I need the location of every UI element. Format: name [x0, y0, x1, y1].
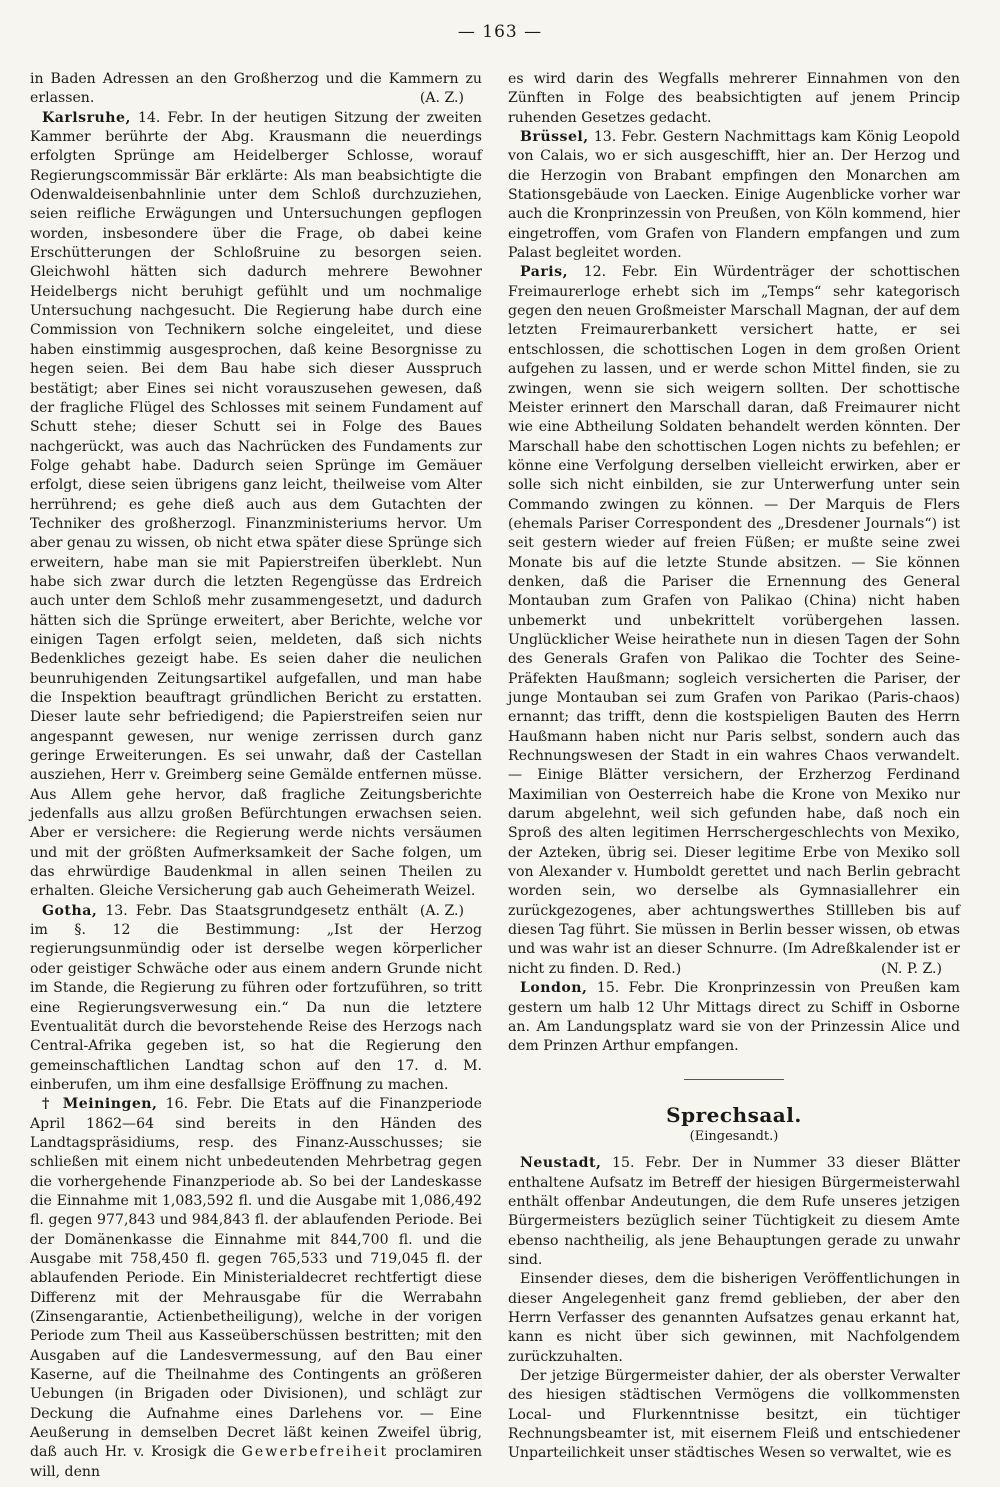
article-london — [508, 979, 960, 1056]
article-paragraph — [508, 1367, 960, 1464]
dateline-place: † Meiningen, — [42, 1096, 158, 1113]
dateline-place: Brüssel, — [520, 129, 589, 146]
article-text: 16. Febr. Die Etats auf die Finanzperiode April 1862—64 sind bereits in den Händen des Landtagspräsidiums, resp. des Finanz-Ausschusses; sie schließen mit einem nicht unbedeutenden Mehrbetrag gegen die vorhergehende Finanzperiode ab. So bei der Landeskasse die Einnahme mit 1,083,592 fl. und die Ausgabe mit 1,086,492 fl. gegen 977,843 und 984,843 fl. der ablaufenden Periode. Bei der Domänenkasse die Einnahme mit 844,700 fl. und die Ausgabe mit 758,450 fl. gegen 765,533 und 719,045 fl. der ablaufenden Periode. Ein Ministerialdecret rechtfertigt diese Differenz mit der Mehrausgabe für die Werrabahn (Zinsengarantie, Actienbetheiligung), welche in der vorigen Periode zum Theil aus Kasseüberschüssen bestritten; mit den Ausgaben auf die Landesvermessung, auf den Bau einer Kaserne, auf die Theilnahme des Contingents an größeren Uebungen (in Brigaden oder Divisionen), und schlägt zur Deckung die Aufnahme eines Darlehens vor. — Eine Aeußerung in demselben Decret läßt keinen Zweifel übrig, daß auch Hr. v. Krosigk die — [30, 1096, 482, 1461]
article-gotha — [30, 902, 482, 1095]
article-text: 15. Febr. Der in Nummer 33 dieser Blätter enthaltene Aufsatz im Betreff der hiesigen Bürgermeisterwahl enthält offenbar Andeutungen, die dem Rufe unseres jetzigen Bürgermeisters bezüglich seiner Tüchtigkeit zu diesem Amte ebenso nachtheilig, als jene Behauptungen gerade zu unwahr sind. — [508, 1155, 960, 1268]
section-divider — [684, 1079, 784, 1080]
article-text: proclamiren will, denn — [30, 1444, 483, 1480]
article-text: 13. Febr. Gestern Nachmittags kam König Leopold von Calais, wo er sich ausgeschifft, hier an. Der Herzog und die Herzogin von Brabant empfingen den Monarchen am Stationsgebäude von Laecken. Einige Augenblicke vorher war auch die Kronprinzessin von Preußen, von Köln kommend, hier eingetroffen, vom Grafen von Flandern empfangen und zum Palast begleitet worden. — [508, 129, 960, 262]
source-tag: (A. Z.) — [419, 902, 464, 919]
section-subtitle: (Eingesandt.) — [689, 1128, 779, 1144]
dateline-place: London, — [520, 980, 588, 997]
article-text: Einsender dieses, dem die bisherigen Veröffentlichungen in dieser Angelegenheit ganz fremd geblieben, der aber den Herrn Verfasser des genannten Aufsatzes genau erkannt hat, kann es nicht über sich gewinnen, mit Nachfolgendem zurückzuhalten. — [508, 1271, 960, 1365]
article-text: 15. Febr. Die Kronprinzessin von Preußen kam gestern um halb 12 Uhr Mittags direct zu Schiff in Osborne an. Am Landungsplatz ward sie von der Prinzessin Alice und dem Prinzen Arthur empfangen. — [508, 980, 960, 1055]
article-meiningen — [30, 1095, 482, 1482]
article-bruessel — [508, 128, 960, 263]
source-tag: (A. Z.) — [419, 90, 464, 107]
dateline-place: Karlsruhe, — [42, 109, 131, 126]
article-continuation — [508, 70, 960, 128]
article-baden-end — [30, 70, 482, 109]
article-paris — [508, 263, 960, 979]
source-tag: (N. P. Z.) — [881, 960, 942, 977]
article-text: 12. Febr. Ein Würdenträger der schottischen Freimaurerloge erhebt sich im „Temps“ sehr kategorisch gegen den neuen Großmeister Marschall Magnan, der auf dem letzten Freimaurerbankett versichert hatte, er sei entschlossen, die schottischen Logen in dem großen Orient aufgehen zu lassen, und er werde schon Mittel finden, sie zu zwingen, wenn sie sich weigern sollten. Der schottische Meister erinnert den Marschall daran, daß Freimaurer nicht wie eine Abtheilung Soldaten behandelt werden könnten. Der Marschall habe den schottischen Logen nichts zu befehlen; er könne eine Verfolgung derselben vielleicht erwirken, aber er solle sich nicht einbilden, sie zur Unterwerfung unter sein Commando zwingen zu können. — Der Marquis de Flers (ehemals Pariser Correspondent des „Dresdener Journals“) ist seit gestern wieder auf freien Füßen; er mußte seine zwei Monate bis auf die letzte Stunde absitzen. — Sie können denken, daß die Pariser die Ernennung des General Montauban zum Grafen von Palikao (China) nicht haben unbemerkt und unbekrittelt vorübergehen lassen. Unglücklicher Weise heirathete nun in diesen Tagen der Sohn des Generals Grafen von Palikao die Tochter des Seine-Präfekten Haußmann; sogleich versicherten die Pariser, der junge Montauban sei zum Grafen von Parikao (Paris-chaos) ernannt; das trifft, denn die kostspieligen Bauten des Herrn Haußmann haben nicht nur Paris selbst, sondern auch das Rechnungswesen der Stadt in ein wahres Chaos verwandelt. — Einige Blätter versichern, der Erzherzog Ferdinand Maximilian von Oesterreich habe die Krone von Mexiko nur darum abgelehnt, weil sich gefunden habe, daß noch ein Sproß des alten legitimen Herrschergeschlechts von Mexiko, der Azteken, übrig sei. Dieser legitime Erbe von Mexiko soll von Alexander v. Humboldt gerettet und nach Berlin gebracht worden sein, wo derselbe als Gymnasiallehrer ein zurückgezogenes, aber achtungswerthes Stillleben bis auf diesen Tag führt. Sie müssen in Berlin besser wissen, ob etwas und was wahr ist an dieser Schnurre. (Im Adreßkalender ist er nicht zu finden. D. Red.) — [508, 264, 960, 977]
article-paragraph — [508, 1270, 960, 1367]
article-neustadt — [508, 1154, 960, 1270]
article-text: 14. Febr. In der heutigen Sitzung der zweiten Kammer berührte der Abg. Krausmann die neuerdings erfolgten Sprünge am Heidelberger Schlosse, worauf Regierungscommissär Bär erklärte: Als man beabsichtigte die Odenwaldeisenbahnlinie unter dem Schloß durchzuziehen, seien reifliche Erwägungen und Untersuchungen gepflogen worden, insbesondere über die Frage, ob dabei keine Erschütterungen der Schloßruine zu besorgen seien. Gleichwohl hätten sich dadurch mehrere Bewohner Heidelbergs nicht beruhigt gefühlt und um nochmalige Untersuchung nachgesucht. Die Regierung habe durch eine Commission von Technikern solche eingeleitet, und diese haben einstimmig ausgesprochen, daß keine Besorgnisse zu hegen seien. Bei dem Bau habe sich dieser Ausspruch bestätigt; aber Eines sei nicht vorauszusehen gewesen, daß der fragliche Flügel des Schlosses mit seinem Fundament auf Schutt stehe; dieser Schutt sei in Folge des Baues nachgerückt, was auch das Nachrücken des Fundaments zur Folge gehabt habe. Dadurch seien Sprünge im Gemäuer erfolgt, diese seien übrigens ganz leicht, theilweise vom Alter herrührend; es gehe dieß auch aus dem Gutachten der Techniker des großherzogl. Finanzministeriums hervor. Um aber genau zu wissen, ob nicht etwa später diese Sprünge sich erweitern, habe man sie mit Papierstreifen überklebt. Nun habe sich zwar durch die letzten Regengüsse das Erdreich auch unter dem Schloß mehr zusammengesetzt, und dadurch hätten sich die Sprünge erweitert, aber Berichte, welche vor einigen Tagen erfolgt seien, meldeten, daß sich nichts Bedenkliches gezeigt habe. Es seien daher die neulichen beunruhigenden Zeitungsartikel aufgefallen, und man habe die Inspektion beauftragt gründlichen Bericht zu erstatten. Dieser laute sehr befriedigend; die Papierstreifen seien nur angespannt gewesen, nur wenige zerrissen durch ganz geringe Erweiterungen. Es sei unwahr, daß der Castellan ausziehen, Herr v. Greimberg seine Gemälde entfernen müsse. Aus Allem gehe hervor, daß fragliche Zeitungsberichte jedenfalls aus allzu großen Befürchtungen erwachsen seien. Aber er versichere: die Regierung werde nichts versäumen und mit der größten Aufmerksamkeit der Sache folgen, um das ehrwürdige Baudenkmal in allen seinen Theilen zu erhalten. Gleiche Versicherung gab auch Geheimerath Weizel. — [30, 109, 482, 900]
left-column — [30, 70, 482, 1482]
section-title: Sprechsaal. — [666, 1102, 802, 1127]
article-text: in Baden Adressen an den Großherzog und die Kammern zu erlassen. — [30, 71, 482, 107]
article-text: Der jetzige Bürgermeister dahier, der als oberster Verwalter des hiesigen städtischen Vermögens die vollkommensten Local- und Flurkenntnisse besitzt, ein tüchtiger Rechnungsbeamter ist, mit eisernem Fleiß und entschiedener Unparteilichkeit unser städtisches Wesen so verwaltet, wie es — [508, 1368, 960, 1462]
article-text: 13. Febr. Das Staatsgrundgesetz enthält im §. 12 die Bestimmung: „Ist der Herzog regierungsunmündig oder ist derselbe wegen körperlicher oder geistiger Schwäche oder aus einem andern Grunde nicht im Stande, die Regierung zu führen oder fortzuführen, so tritt eine Regierungsverwesung ein.“ Da nun die letztere Eventualität durch die bevorstehende Reise des Herzogs nach Central-Afrika gegeben ist, so hat die Regierung den gemeinschaftlichen Landtag schon auf den 17. d. M. einberufen, um ihm eine desfallsige Eröffnung zu machen. — [30, 902, 482, 1093]
dateline-place: Paris, — [520, 264, 568, 281]
dateline-place: Neustadt, — [520, 1155, 602, 1172]
right-column — [508, 70, 960, 1464]
dateline-place: Gotha, — [42, 902, 98, 919]
page-number: — 163 — — [457, 22, 543, 42]
emphasized-word: Gewerbefreiheit — [241, 1444, 389, 1461]
article-text: es wird darin des Wegfalls mehrerer Einnahmen von den Zünften in Folge des beabsichtigten auf jenem Princip ruhenden Gesetzes gedacht. — [508, 71, 960, 126]
